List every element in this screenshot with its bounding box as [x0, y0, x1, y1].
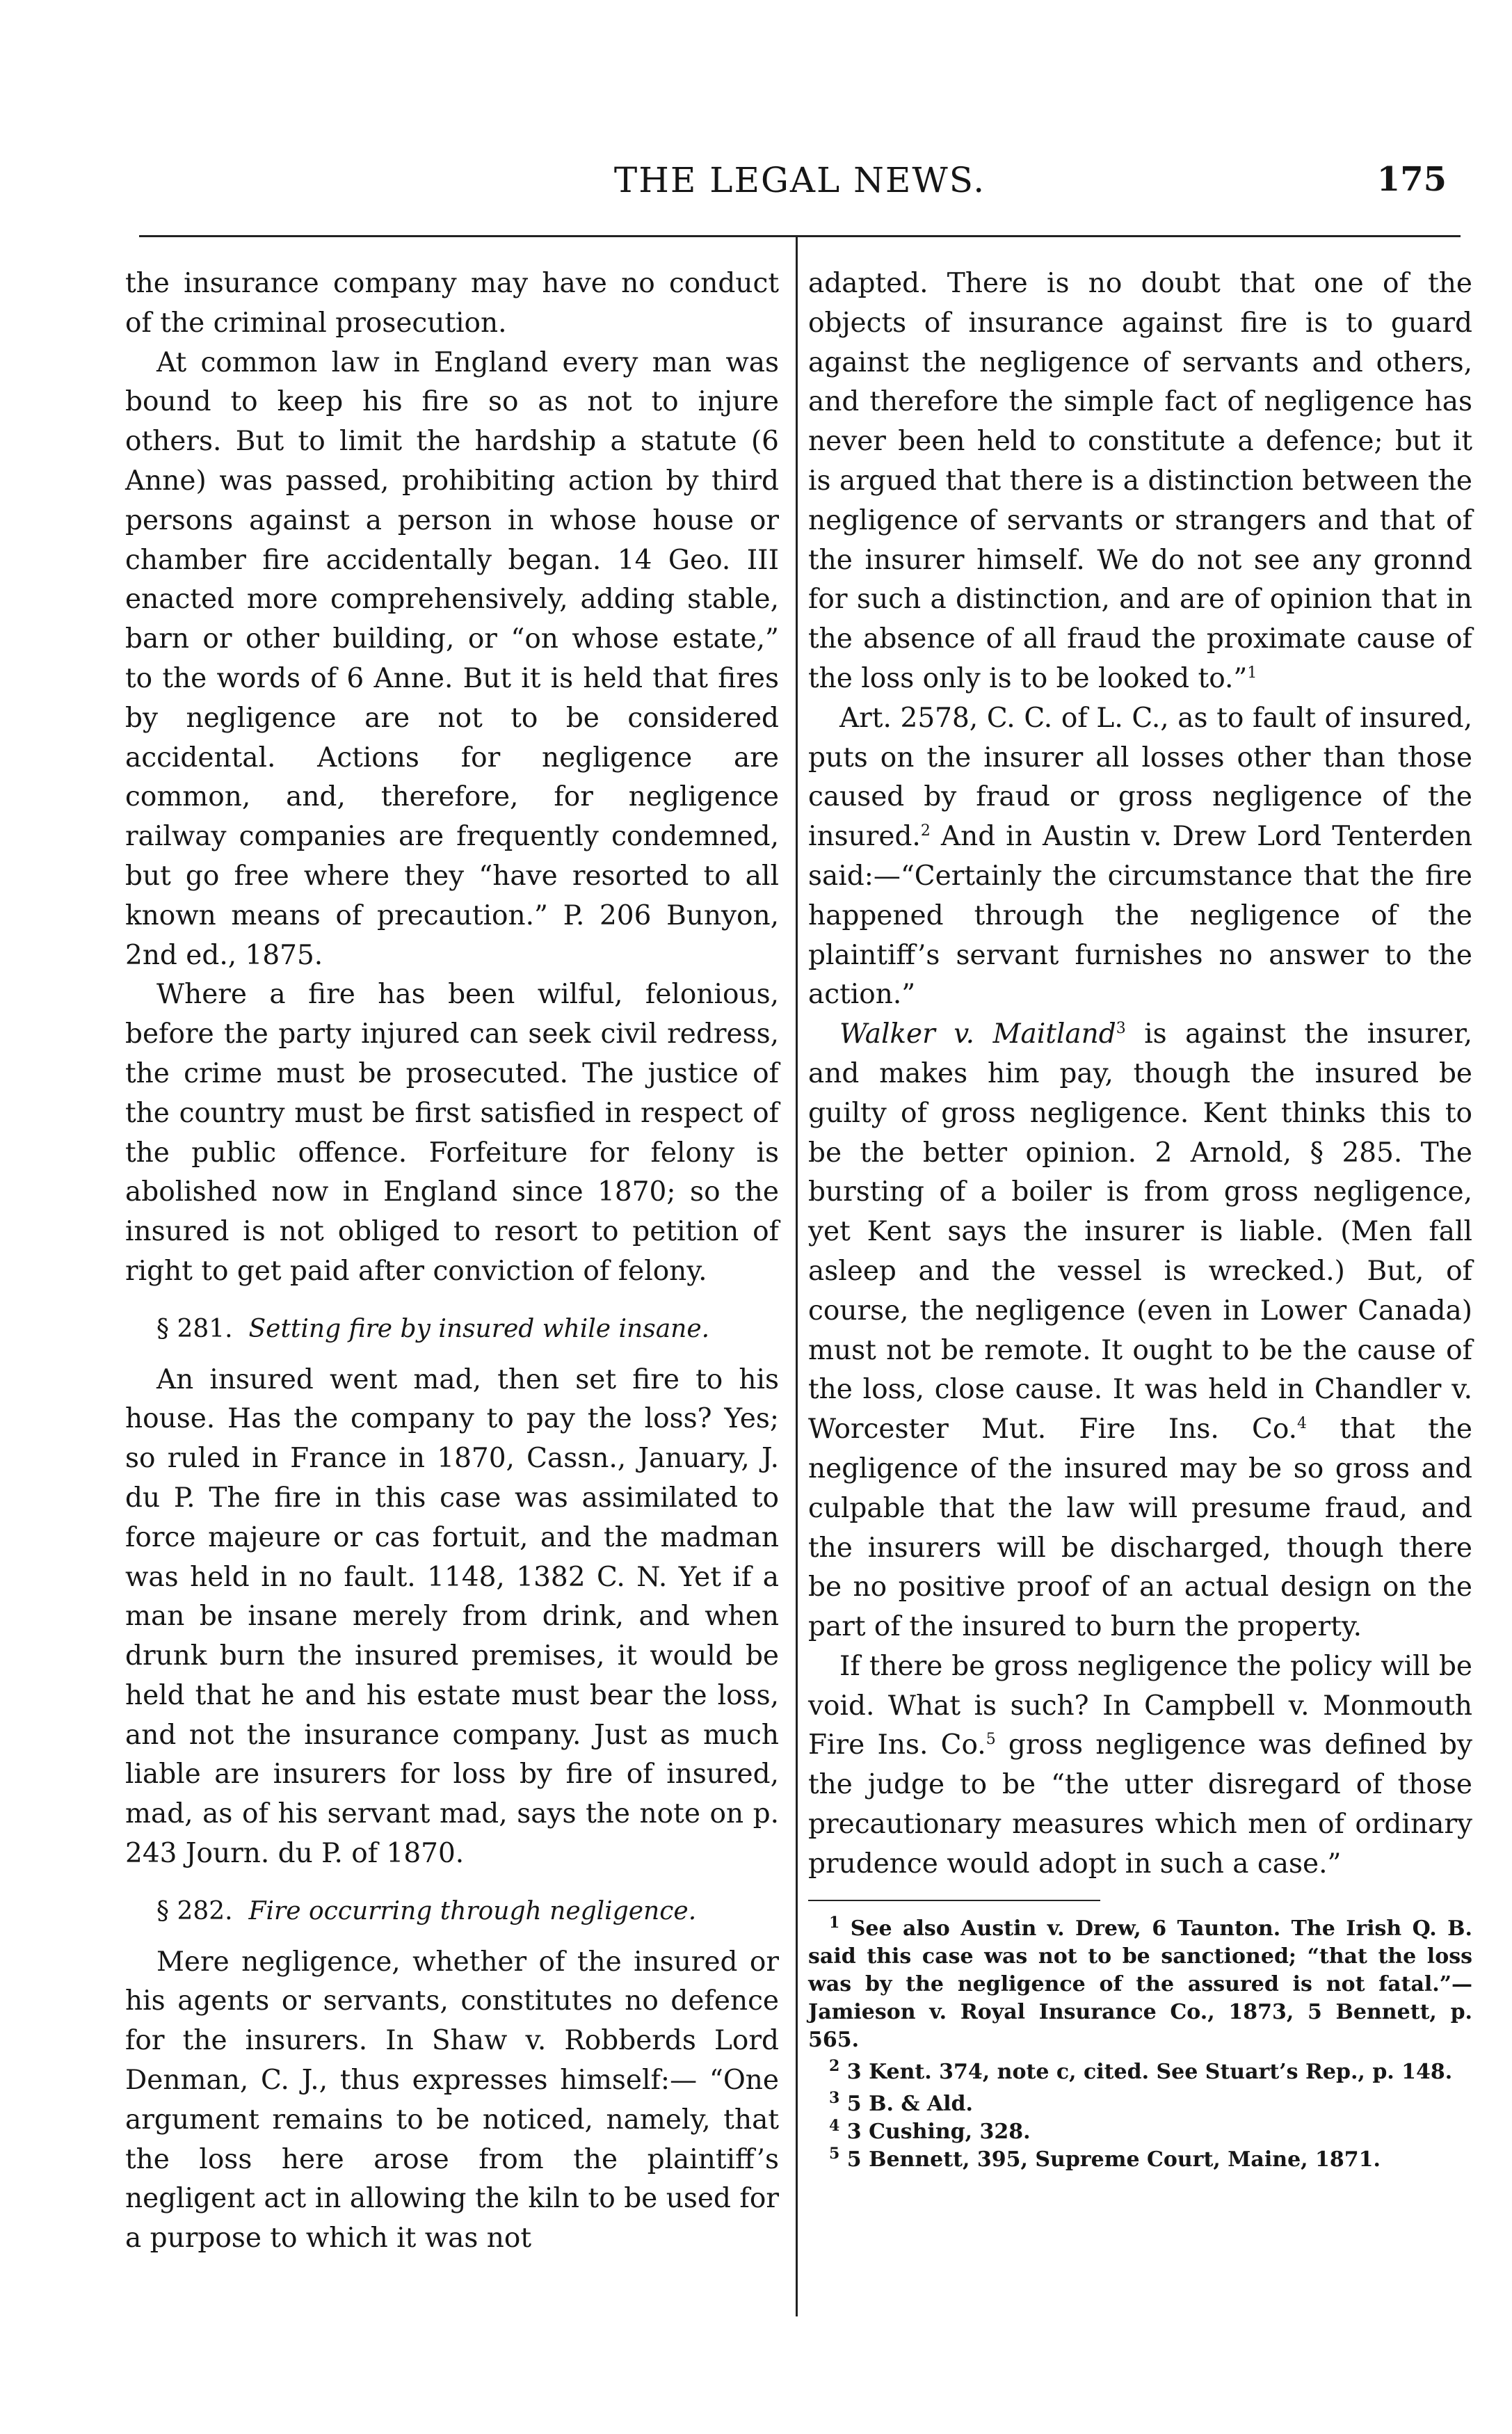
footnote-text: 3 Kent. 374, note c, cited. See Stuart’s Rep., p. 148. — [846, 2059, 1453, 2084]
section-number: § 282. — [156, 1896, 233, 1925]
section-number: § 281. — [156, 1314, 233, 1343]
paragraph — [808, 264, 1472, 699]
paragraph: Mere negligence, whether of the insured or his agents or servants, constitutes no defence for the insurers. In Shaw v. Robberds Lord Denman, C. J., thus expresses himself:— “One argument remains to be noticed, namely, that the loss here arose from the plaintiff’s negligent act in allowing the kiln to be used for a purpose to which it was not — [125, 1946, 779, 2255]
page-number: 175 — [1376, 160, 1447, 199]
paragraph: Where a fire has been wilful, felonious, before the party injured can seek civil redress, the crime must be prosecuted. The justice of the country must be first satisfied in respect of the public offence. Forfeiture for felony is abolished now in England since 1870; so the insured is not obliged to resort to petition of right to get paid after conviction of felony. — [125, 979, 779, 1287]
footnote-text: See also Austin v. Drew, 6 Taunton. The Irish Q. B. said this case was not to be sanctioned; “that the loss was by the negligence of the assured is not fatal.”—Jamieson v. Royal Insurance Co., 1873, 5 Bennett, p. 565. — [808, 1916, 1472, 2052]
running-header — [139, 160, 1461, 209]
case-name: Walker v. Maitland — [839, 1018, 1116, 1050]
section-title: Fire occurring through negligence. — [248, 1896, 697, 1925]
footnote-mark: 1 — [829, 1913, 840, 1932]
paragraph-text: Art. 2578, C. C. of L. C., as to fault of insured, puts on the insurer all losses other than those caused by fraud or gross negligence of the insured. — [808, 702, 1472, 853]
paragraph-text: is against the insurer, and makes him pay, though the insured be guilty of gross negligence. Kent thinks this to be the better opinion. 2 Arnold, § 285. The bursting of a boiler is from gross negligence, yet Kent says the insurer is liable. (Men fall asleep and the vessel is wrecked.) But, of course, the negligence (even in Lower Canada) must not be remote. It ought to be the cause of the loss, close cause. It was held in Chandler v. Worcester Mut. Fire Ins. Co. — [808, 1018, 1472, 1446]
footnote-mark: 2 — [829, 2056, 840, 2075]
footnote — [808, 1915, 1472, 2054]
paragraph: At common law in England every man was bound to keep his fire so as not to injure others. But to limit the hardship a statute (6 Anne) was passed, prohibiting action by third persons against a person in whose house or chamber fire accidentally began. 14 Geo. III enacted more comprehensively, adding stable, barn or other building, or “on whose estate,” to the words of 6 Anne. But it is held that fires by negligence are not to be considered accidental. Actions for negligence are common, and, therefore, for negligence railway companies are frequently condemned, but go free where they “have resorted to all known means of precaution.” P. 206 Bunyon, 2nd ed., 1875. — [125, 346, 779, 971]
right-column — [808, 264, 1472, 2174]
section-heading-282 — [125, 1892, 779, 1932]
left-column — [125, 264, 779, 2259]
paragraph — [808, 1647, 1472, 1884]
footnote-ref: 5 — [986, 1731, 996, 1749]
section-heading-281 — [125, 1310, 779, 1350]
footnote-ref: 4 — [1297, 1415, 1308, 1433]
paragraph-text: gross negligence was defined by the judge to be “the utter disregard of those precautionary measures which men of ordinary prudence would adopt in such a case.” — [808, 1729, 1472, 1880]
journal-title: THE LEGAL NEWS. — [613, 160, 986, 200]
paragraph: the insurance company may have no conduct of the criminal prosecution. — [125, 268, 779, 339]
header-rule — [139, 235, 1461, 237]
paragraph-text: If there be gross negligence the policy will be void. What is such? In Campbell v. Monmouth Fire Ins. Co. — [808, 1650, 1472, 1761]
footnote — [808, 2090, 1472, 2118]
footnote — [808, 2146, 1472, 2174]
footnote-mark: 4 — [829, 2116, 840, 2135]
footnote-rule — [808, 1900, 1100, 1901]
paragraph-text: that the negligence of the insured may be so gross and culpable that the law will presume fraud, and the insurers will be discharged, though there be no positive proof of an actual design on the part of the insured to burn the property. — [808, 1414, 1472, 1643]
footnote-text: 5 Bennett, 395, Supreme Court, Maine, 1871. — [846, 2147, 1381, 2172]
paragraph — [808, 699, 1472, 1015]
paragraph — [808, 1015, 1472, 1647]
footnote-text: 5 B. & Ald. — [846, 2091, 973, 2116]
column-divider — [796, 237, 798, 2316]
section-title: Setting fire by insured while insane. — [248, 1314, 710, 1343]
paragraph-text: And in Austin v. Drew Lord Tenterden said:—“Certainly the circumstance that the fire happened through the negligence of the plaintiff’s servant furnishes no answer to the action.” — [808, 821, 1472, 1011]
footnote — [808, 2118, 1472, 2146]
footnote — [808, 2058, 1472, 2086]
footnote-ref: 2 — [920, 822, 931, 840]
paragraph-text: adapted. There is no doubt that one of the objects of insurance against fire is to guard against the negligence of servants and others, and therefore the simple fact of negligence has never been held to constitute a defence; but it is argued that there is a distinction between the negligence of servants or strangers and that of the insurer himself. We do not see any gronnd for such a distinction, and are of opinion that in the absence of all fraud the proximate cause of the loss only is to be looked to.” — [808, 268, 1472, 694]
footnote-mark: 3 — [829, 2088, 840, 2107]
footnote-ref: 1 — [1247, 664, 1257, 682]
footnote-text: 3 Cushing, 328. — [846, 2119, 1031, 2144]
paragraph: An insured went mad, then set fire to his house. Has the company to pay the loss? Yes; so ruled in France in 1870, Cassn., January, J. du P. The fire in this case was assimilated to force majeure or cas fortuit, and the madman was held in no fault. 1148, 1382 C. N. Yet if a man be insane merely from drink, and when drunk burn the insured premises, it would be held that he and his estate must bear the loss, and not the insurance company. Just as much liable are insurers for loss by fire of insured, mad, as of his servant mad, says the note on p. 243 Journ. du P. of 1870. — [125, 1363, 779, 1870]
footnotes — [808, 1915, 1472, 2174]
footnote-mark: 5 — [829, 2144, 840, 2163]
footnote-ref: 3 — [1116, 1020, 1126, 1038]
